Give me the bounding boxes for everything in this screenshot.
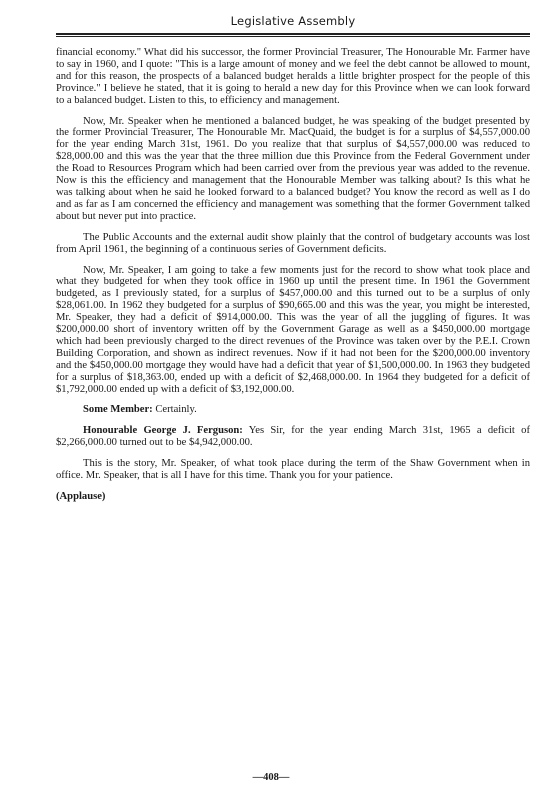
paragraph-3: The Public Accounts and the external audit show plainly that the control of budgetary accounts was lost from April 1961, the beginning of a continuous series of Government deficits. (56, 231, 530, 255)
paragraph-7: This is the story, Mr. Speaker, of what took place during the term of the Shaw Government when in office. Mr. Speaker, that is all I have for this time. Thank you for your patience. (56, 458, 530, 482)
paragraph-4: Now, Mr. Speaker, I am going to take a few moments just for the record to show what took place and what they budgeted for when they took office in 1960 up until the present time. In 1961 the Government budgeted, as I previously stated, for a surplus of $457,000.00 and this turned out to be a surplus of only $28,061.00. In 1962 they budgeted for a surplus of $90,665.00 and this was the year, you might be interested, Mr. Speaker, they had a deficit of $914,000.00. This was the year of all the juggling of figures. It was $200,000.00 short of inventory written off by the Government Garage as well as a $450,000.00 mortgage which had been previously charged to the direct revenues of the Province was taken over by the P.E.I. Crown Building Corporation, and shown as indirect revenues. Now if it had not been for the $200,000.00 inventory and the $450,000.00 mortgage they would have had a deficit that year of $1,500,000.00. In 1963 they budgeted for a surplus of $18,363.00, ended up with a deficit of $2,468,000.00. In 1964 they budgeted for a deficit of $1,792,000.00 ended up with a deficit of $3,192,000.00. (56, 264, 530, 395)
applause-note: (Applause) (56, 491, 106, 502)
speaker-remark: Certainly. (152, 404, 197, 416)
document-page (56, 14, 530, 512)
paragraph-1: financial economy." What did his successor, the former Provincial Treasurer, The Honourable Mr. Farmer have to say in 1960, and I quote: "This is a large amount of money and we feel the debt cannot be allowed to mount, and for this reason, the prospects of a balanced budget heralds a little brighter prospect for the people of this Province." I believe he stated, that it is going to herald a new day for this Province when we can look forward to a balanced budget. Listen to this, to efficiency and management. (56, 47, 530, 106)
speaker-remark: Yes Sir, for the year ending March 31st, 1965 a deficit of $2,266,000.00 turned out to be $4,942,000.00. (56, 425, 530, 449)
paragraph-5 (56, 404, 530, 416)
paragraph-6 (56, 425, 530, 449)
page-number: —408— (252, 772, 290, 783)
speaker-name: Honourable George J. Ferguson: (83, 425, 243, 437)
paragraph-2: Now, Mr. Speaker when he mentioned a balanced budget, he was speaking of the budget presented by the former Provincial Treasurer, The Honourable Mr. MacQuaid, the budget is for a surplus of $4,557,000.00 for the year ending March 31st, 1961. Do you realize that that surplus of $4,557,000.00 was reduced to $28,000.00 and this was the year that the three million due this Province from the Federal Government under the Road to Resources Program which had been carried over from the previous year was added to the revenue. Now is this the efficiency and management that the Honourable Member was talking about? Is this what he was talking about when he said he looked forward to a balanced budget? You know the record as well as I do and as far as I am concerned the efficiency and management was something that the former Government talked about but never put into practice. (56, 115, 530, 222)
body-text (56, 47, 530, 503)
header-rule (56, 33, 530, 37)
running-header: Legislative Assembly (230, 14, 356, 28)
speaker-name: Some Member: (83, 404, 153, 416)
